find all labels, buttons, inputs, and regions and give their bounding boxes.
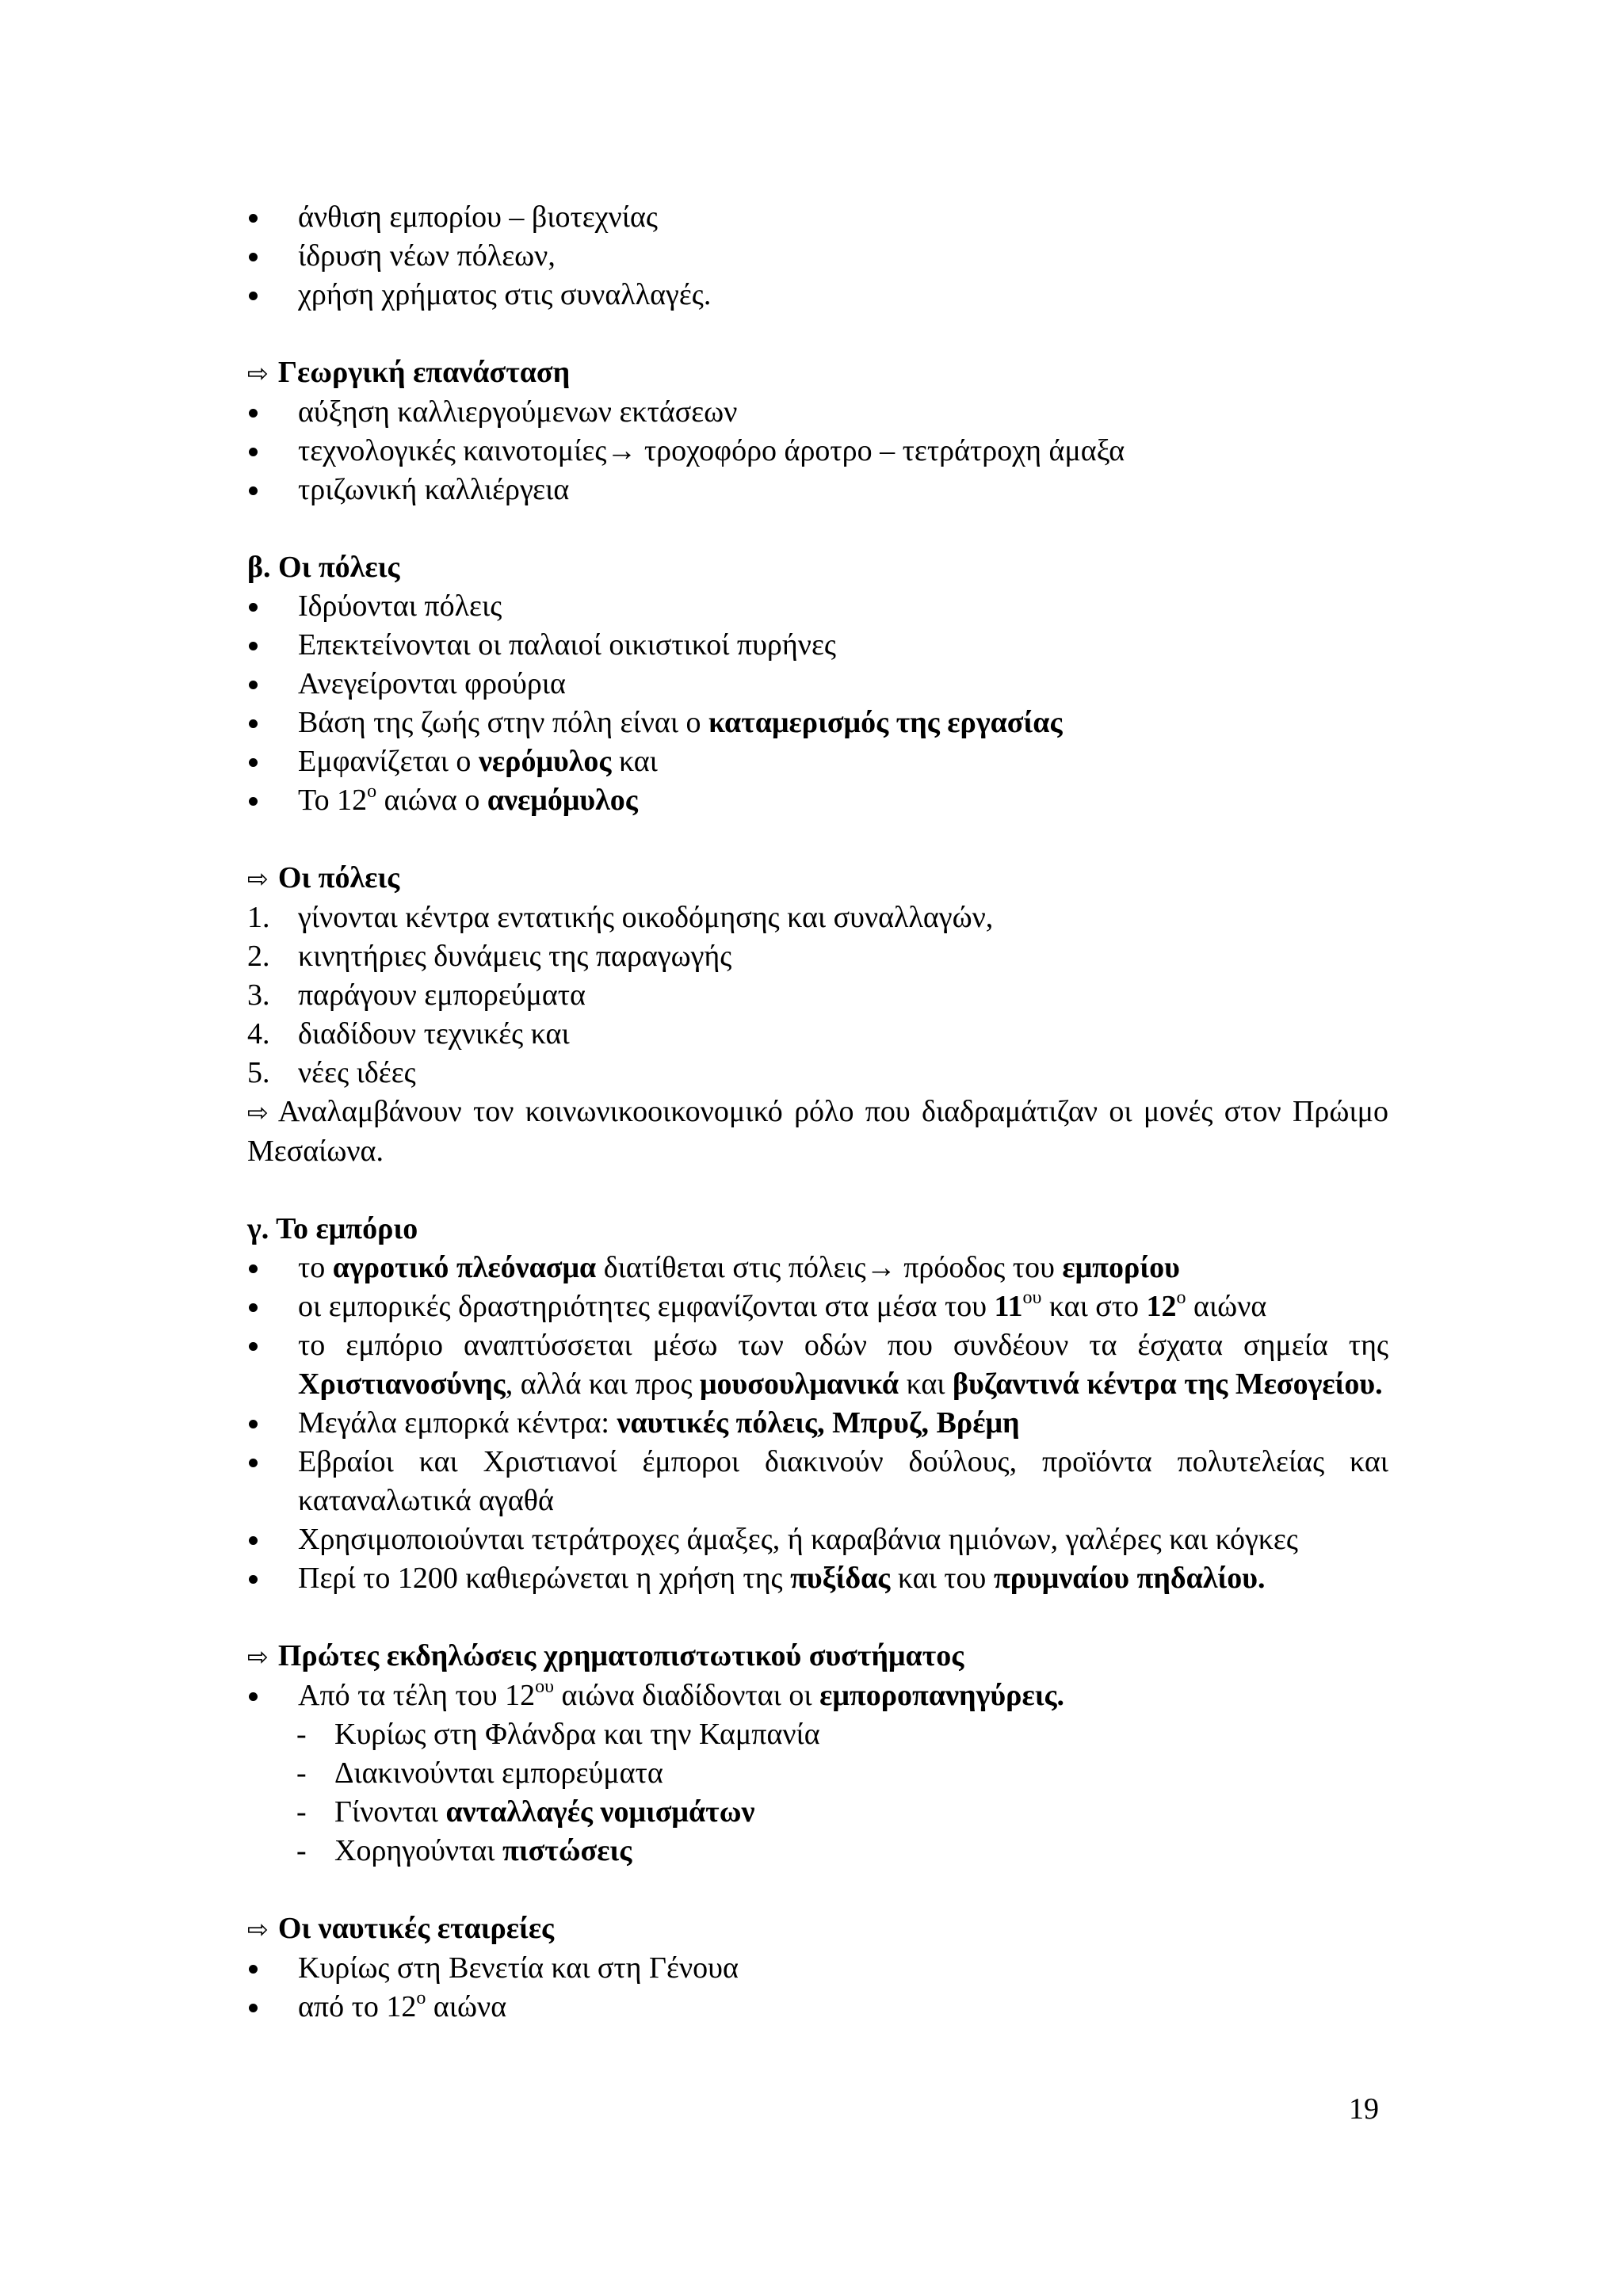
bold-term: μουσουλμανικά [700, 1367, 899, 1401]
list-item [247, 471, 1388, 509]
list-item-text: Διακινούνται εμπορεύματα [334, 1756, 663, 1790]
list-item [247, 1520, 1388, 1559]
section-heading-cities [247, 548, 1388, 587]
list-item-text: τροχοφόρο άροτρο – τετράτροχη άμαξα [636, 434, 1125, 467]
bold-term: ναυτικές πόλεις, Μπρυζ, Βρέμη [617, 1406, 1020, 1440]
section-heading-cities-role [247, 859, 1388, 898]
list-item-text: Μεγάλα εμπορκά κέντρα: [298, 1406, 617, 1440]
right-arrow-icon: → [865, 1251, 896, 1284]
list-item-text: , αλλά και προς [505, 1367, 701, 1401]
superscript: ο [367, 781, 377, 802]
bold-term: εμποροπανηγύρεις. [819, 1679, 1065, 1712]
heading-text: Πρώτες εκδηλώσεις χρηματοπιστωτικού συστήματος [277, 1639, 964, 1672]
list-item-text: Βάση της ζωής στην πόλη είναι ο [298, 706, 709, 739]
list-item [247, 742, 1388, 781]
section-heading-agricultural-revolution [247, 353, 1388, 393]
hollow-arrow-icon: ⇨ [247, 864, 269, 894]
list-item [247, 432, 1388, 471]
section-heading-naval-companies [247, 1909, 1388, 1949]
list-item-text: πρόοδος του [896, 1251, 1063, 1284]
dash-item [247, 1793, 1388, 1832]
list-item-text: Κυρίως στη Βενετία και στη Γένουα [298, 1951, 739, 1985]
item-number: 4. [247, 1017, 270, 1051]
dash-mark: - [296, 1756, 307, 1790]
spacer [247, 1171, 1388, 1210]
list-item-text: Ιδρύονται πόλεις [298, 589, 502, 623]
list-item-text: Εβραίοι και Χριστιανοί έμποροι διακινούν δούλους, προϊόντα πολυτελείας και καταναλωτικά αγαθά [298, 1445, 1388, 1517]
list-item-text: παράγουν εμπορεύματα [298, 978, 586, 1012]
list-item-text: Γίνονται [334, 1795, 446, 1829]
list-item [247, 393, 1388, 432]
list-item-text: χρήση χρήματος στις συναλλαγές. [298, 278, 712, 311]
list-item-text: αιώνα [1186, 1290, 1267, 1323]
bold-term: αγροτικό πλεόνασμα [332, 1251, 597, 1284]
list-item-text: Επεκτείνονται οι παλαιοί οικιστικοί πυρήνες [298, 628, 836, 662]
list-item-text: αιώνα [426, 1990, 507, 2023]
heading-text: Οι ναυτικές εταιρείες [277, 1912, 555, 1945]
numbered-item [247, 937, 1388, 976]
list-item-text: οι εμπορικές δραστηριότητες εμφανίζονται στα μέσα του [298, 1290, 995, 1323]
heading-text: Γεωργική επανάσταση [277, 356, 571, 389]
list-item [247, 198, 1388, 237]
bold-term: νερόμυλος [478, 745, 612, 778]
list-item [247, 1559, 1388, 1598]
list-item [247, 781, 1388, 820]
bold-term: 11 [994, 1290, 1023, 1323]
list-item [247, 1326, 1388, 1404]
spacer [247, 820, 1388, 859]
list-item-text: τριζωνική καλλιέργεια [298, 473, 570, 506]
list-item [247, 626, 1388, 665]
bold-term: πιστώσεις [502, 1834, 632, 1867]
list-item [247, 1404, 1388, 1443]
list-item-text: νέες ιδέες [298, 1056, 416, 1089]
list-item-text: αύξηση καλλιεργούμενων εκτάσεων [298, 395, 738, 429]
item-number: 3. [247, 978, 270, 1012]
list-item-text: κινητήριες δυνάμεις της παραγωγής [298, 940, 732, 973]
list-item-text: διαδίδουν τεχνικές και [298, 1017, 570, 1051]
superscript: ο [416, 1988, 426, 2008]
dash-mark: - [296, 1795, 307, 1829]
list-item [247, 1988, 1388, 2027]
list-item-text: και στο [1041, 1290, 1147, 1323]
item-number: 5. [247, 1056, 270, 1089]
list-item-text: άνθιση εμπορίου – βιοτεχνίας [298, 200, 658, 234]
numbered-item [247, 1015, 1388, 1054]
list-item-text: διατίθεται στις πόλεις [596, 1251, 866, 1284]
list-item [247, 665, 1388, 704]
list-item-text: Ανεγείρονται φρούρια [298, 667, 566, 700]
spacer [247, 509, 1388, 548]
superscript: ου [1022, 1287, 1042, 1308]
numbered-item [247, 1054, 1388, 1093]
list-item-text: αιώνα ο [376, 784, 487, 817]
list-item-text: και του [890, 1562, 994, 1595]
list-item-text: το [298, 1251, 333, 1284]
list-item-text: αιώνα διαδίδονται οι [553, 1679, 820, 1712]
right-arrow-icon: → [606, 434, 637, 467]
list-item [247, 1676, 1388, 1715]
list-item-text: το εμπόριο αναπτύσσεται μέσω των οδών που συνδέουν τα έσχατα σημεία της [298, 1329, 1388, 1362]
page-number: 19 [1349, 2092, 1379, 2126]
list-item [247, 1949, 1388, 1988]
section-heading-finance [247, 1637, 1388, 1676]
dash-item [247, 1754, 1388, 1793]
paragraph-text: Αναλαμβάνουν τον κοινωνικοοικονομικό ρόλο που διαδραμάτιζαν οι μονές στον Πρώιμο Μεσαίωνα. [247, 1095, 1388, 1168]
list-item-text: Εμφανίζεται ο [298, 745, 479, 778]
list-item-text: Περί το 1200 καθιερώνεται η χρήση της [298, 1562, 791, 1595]
list-item-text: γίνονται κέντρα εντατικής οικοδόμησης και συναλλαγών, [298, 901, 994, 934]
list-item [247, 587, 1388, 626]
hollow-arrow-icon: ⇨ [247, 1914, 269, 1944]
bold-term: βυζαντινά κέντρα της Μεσογείου. [953, 1367, 1383, 1401]
list-item-text: Από τα τέλη του 12 [298, 1679, 536, 1712]
bold-term: 12 [1146, 1290, 1177, 1323]
list-item-text: και [611, 745, 658, 778]
dash-item [247, 1715, 1388, 1754]
list-item-text: ίδρυση νέων πόλεων, [298, 239, 556, 273]
list-item [247, 1249, 1388, 1287]
dash-mark: - [296, 1834, 307, 1867]
bold-term: πυξίδας [790, 1562, 891, 1595]
bold-term: ανταλλαγές νομισμάτων [445, 1795, 755, 1829]
numbered-item [247, 898, 1388, 937]
bold-term: εμπορίου [1062, 1251, 1180, 1284]
list-item [247, 276, 1388, 315]
heading-text: β. Οι πόλεις [247, 551, 400, 584]
spacer [247, 315, 1388, 353]
spacer [247, 1598, 1388, 1637]
list-item-text: Το 12 [298, 784, 368, 817]
hollow-arrow-icon: ⇨ [247, 1642, 269, 1672]
bold-term: καταμερισμός της εργασίας [708, 706, 1063, 739]
hollow-arrow-icon: ⇨ [247, 358, 269, 388]
item-number: 2. [247, 940, 270, 973]
dash-mark: - [296, 1718, 307, 1751]
item-number: 1. [247, 901, 270, 934]
list-item-text: και [899, 1367, 953, 1401]
bold-term: πρυμναίου πηδαλίου. [993, 1562, 1266, 1595]
dash-item [247, 1832, 1388, 1871]
list-item [247, 704, 1388, 742]
list-item-text: τεχνολογικές καινοτομίες [298, 434, 607, 467]
numbered-item [247, 976, 1388, 1015]
paragraph [247, 1093, 1388, 1171]
list-item-text: Κυρίως στη Φλάνδρα και την Καμπανία [334, 1718, 820, 1751]
list-item-text: από το 12 [298, 1990, 417, 2023]
section-heading-trade [247, 1210, 1388, 1249]
bold-term: ανεμόμυλος [487, 784, 638, 817]
spacer [247, 1871, 1388, 1909]
list-item [247, 237, 1388, 276]
heading-text: γ. Το εμπόριο [247, 1212, 418, 1245]
superscript: ο [1176, 1287, 1186, 1308]
document-page [247, 198, 1388, 2027]
heading-text: Οι πόλεις [277, 861, 400, 894]
hollow-arrow-icon: ⇨ [247, 1097, 269, 1127]
list-item-text: Χορηγούνται [334, 1834, 502, 1867]
list-item [247, 1443, 1388, 1520]
list-item-text: Χρησιμοποιούνται τετράτροχες άμαξες, ή καραβάνια ημιόνων, γαλέρες και κόγκες [298, 1523, 1298, 1556]
bold-term: Χριστιανοσύνης [298, 1367, 506, 1401]
list-item [247, 1287, 1388, 1326]
superscript: ου [535, 1676, 554, 1697]
